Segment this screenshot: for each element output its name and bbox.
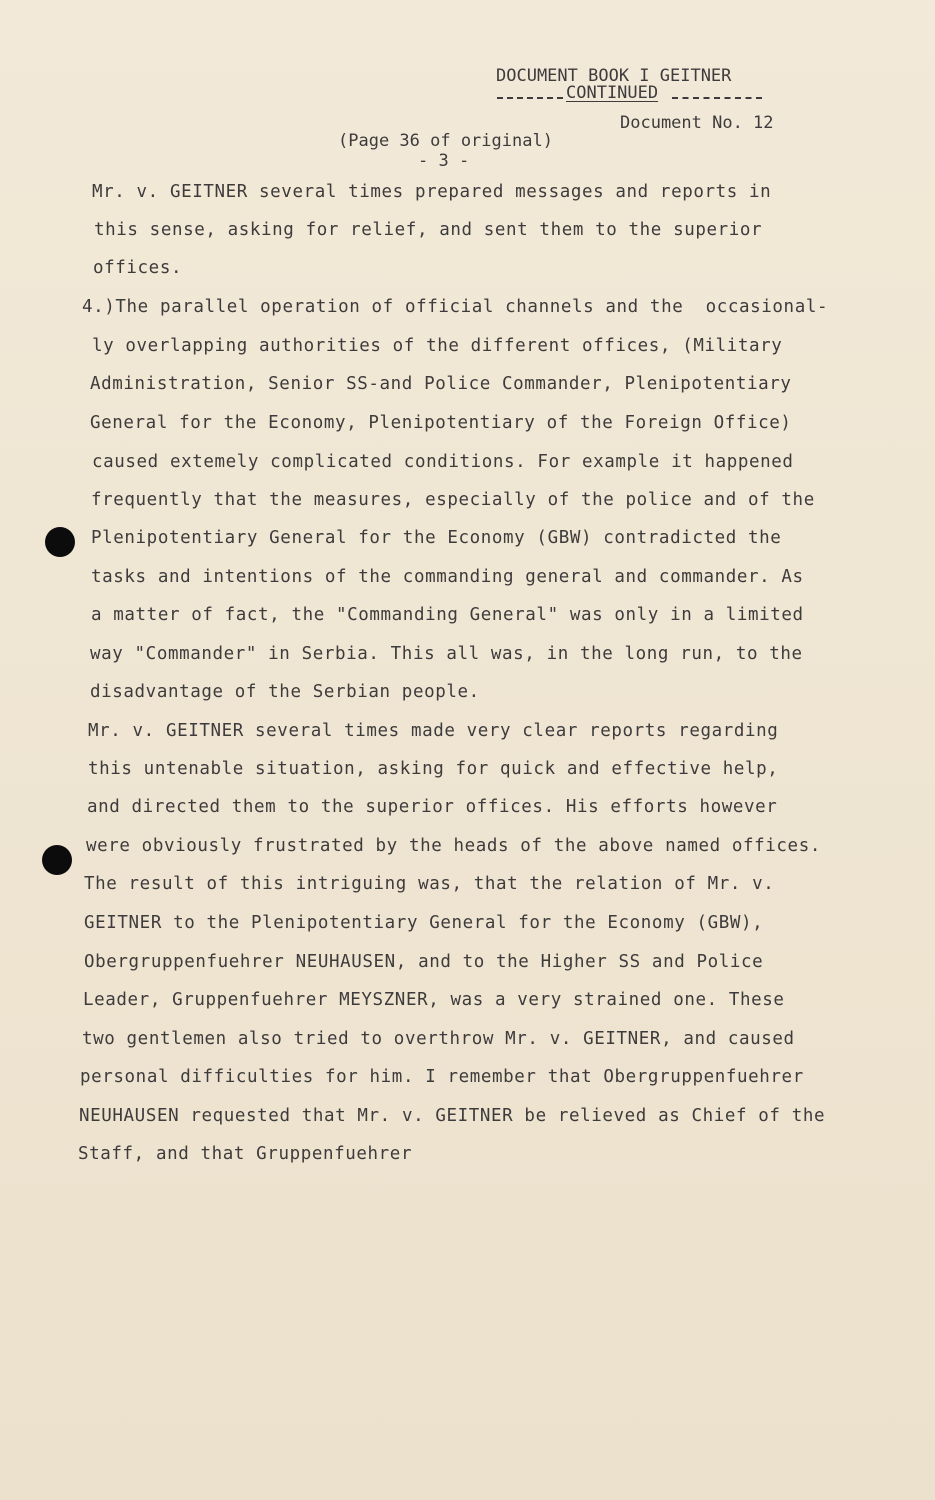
body-line: Administration, Senior SS-and Police Commander, Plenipotentiary bbox=[90, 374, 792, 394]
body-line: General for the Economy, Plenipotentiary of the Foreign Office) bbox=[90, 413, 792, 433]
body-line: Leader, Gruppenfuehrer MEYSZNER, was a very strained one. These bbox=[83, 990, 785, 1010]
document-number: Document No. 12 bbox=[620, 113, 774, 133]
body-line: offices. bbox=[93, 258, 183, 278]
body-line: this untenable situation, asking for quick and effective help, bbox=[88, 759, 779, 779]
punch-hole-top bbox=[45, 527, 75, 557]
original-page-reference: (Page 36 of original) bbox=[338, 131, 553, 151]
body-line: and directed them to the superior offices. His efforts however bbox=[87, 797, 778, 817]
body-line: Mr. v. GEITNER several times made very clear reports regarding bbox=[88, 721, 779, 741]
body-line: caused extemely complicated conditions. For example it happened bbox=[92, 452, 794, 472]
body-line: Mr. v. GEITNER several times prepared messages and reports in bbox=[92, 182, 772, 202]
body-line: The result of this intriguing was, that the relation of Mr. v. bbox=[84, 874, 775, 894]
body-line: a matter of fact, the "Commanding General" was only in a limited bbox=[91, 605, 804, 625]
body-line: Staff, and that Gruppenfuehrer bbox=[78, 1144, 413, 1164]
body-line: NEUHAUSEN requested that Mr. v. GEITNER be relieved as Chief of the bbox=[79, 1106, 826, 1126]
body-line: way "Commander" in Serbia. This all was, in the long run, to the bbox=[90, 644, 803, 664]
body-line: Obergruppenfuehrer NEUHAUSEN, and to the Higher SS and Police bbox=[84, 952, 764, 972]
body-line: 4.)The parallel operation of official channels and the occasional- bbox=[82, 297, 829, 317]
body-line: tasks and intentions of the commanding general and commander. As bbox=[91, 567, 804, 587]
body-line: were obviously frustrated by the heads of the above named offices. bbox=[86, 836, 821, 856]
punch-hole-bottom bbox=[42, 845, 72, 875]
body-line: personal difficulties for him. I remember that Obergruppenfuehrer bbox=[80, 1067, 804, 1087]
body-line: disadvantage of the Serbian people. bbox=[90, 682, 480, 702]
body-line: ly overlapping authorities of the different offices, (Military bbox=[92, 336, 783, 356]
document-book-title: DOCUMENT BOOK I GEITNER bbox=[496, 66, 732, 86]
header-rule-left bbox=[497, 97, 563, 99]
header-rule-right bbox=[672, 97, 762, 99]
body-line: Plenipotentiary General for the Economy (GBW) contradicted the bbox=[91, 528, 782, 548]
body-line: frequently that the measures, especially of the police and of the bbox=[91, 490, 815, 510]
continued-label: CONTINUED bbox=[566, 83, 659, 103]
body-line: two gentlemen also tried to overthrow Mr. v. GEITNER, and caused bbox=[82, 1029, 795, 1049]
body-line: GEITNER to the Plenipotentiary General for the Economy (GBW), bbox=[84, 913, 764, 933]
page-number: - 3 - bbox=[418, 151, 470, 171]
body-line: this sense, asking for relief, and sent them to the superior bbox=[94, 220, 763, 240]
